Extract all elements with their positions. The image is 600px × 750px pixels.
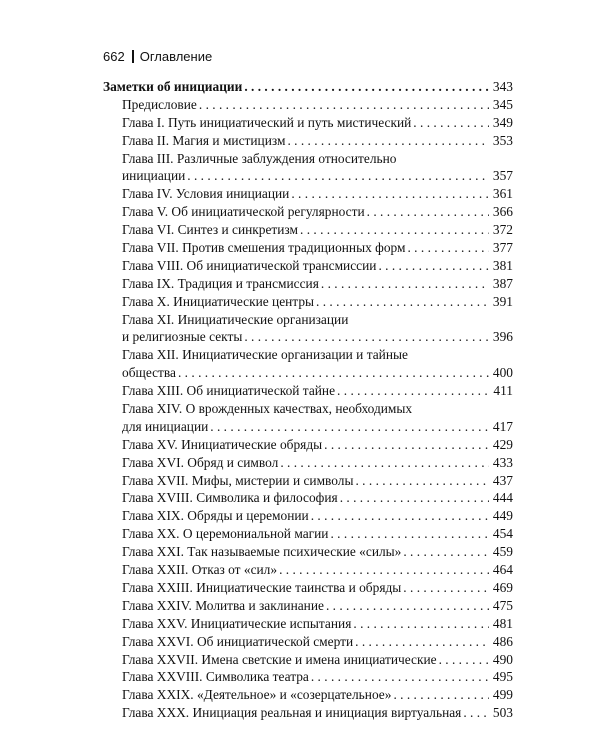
page-number: 662 — [103, 49, 125, 64]
toc-entry-title: инициации — [122, 168, 186, 184]
toc-entry-title: Глава III. Различные заблуждения относительно — [122, 150, 397, 166]
toc-entry-page: 417 — [492, 418, 513, 434]
dot-leader — [355, 633, 489, 651]
toc-entry-page: 377 — [492, 240, 513, 256]
dot-leader — [311, 668, 489, 686]
dot-leader — [316, 293, 489, 311]
toc-entry — [103, 633, 513, 651]
toc-entry — [103, 257, 513, 275]
toc-entry-page: 411 — [493, 383, 513, 399]
toc-entry-title: Глава XXIX. «Деятельное» и «созерцательное» — [122, 687, 392, 703]
dot-leader — [367, 203, 489, 221]
dot-leader — [393, 686, 489, 704]
dot-leader — [291, 185, 489, 203]
dot-leader — [321, 275, 489, 293]
toc-entry — [103, 114, 513, 132]
toc-entry-page: 454 — [492, 526, 513, 542]
toc-entry-page: 481 — [492, 615, 513, 631]
toc-entry-title: общества — [122, 365, 176, 381]
toc-entry-page: 349 — [492, 114, 513, 130]
toc-entry — [103, 150, 513, 168]
toc-entry-page: 444 — [492, 490, 513, 506]
toc-entry — [103, 704, 513, 722]
dot-leader — [403, 543, 489, 561]
toc-entry-title: Глава XIII. Об инициатической тайне — [122, 383, 336, 399]
dot-leader — [279, 561, 489, 579]
toc-entry-title: Глава II. Магия и мистицизм — [122, 132, 286, 148]
header-divider — [132, 50, 134, 63]
toc-entry-title: для инициации — [122, 418, 209, 434]
dot-leader — [353, 615, 489, 633]
toc-entry-title: Глава XIV. О врожденных качествах, необходимых — [122, 401, 413, 417]
toc-entry-title: Глава XXV. Инициатические испытания — [122, 615, 352, 631]
toc-entry — [103, 597, 513, 615]
toc-entry-page: 366 — [492, 204, 513, 220]
toc-entry-title: Глава XXX. Инициация реальная и инициация виртуальная — [122, 705, 462, 721]
toc-entry-page: 361 — [492, 186, 513, 202]
toc-entry — [103, 328, 513, 346]
dot-leader — [355, 472, 489, 490]
toc-entry — [103, 418, 513, 436]
toc-entry — [103, 275, 513, 293]
toc-entry-page: 475 — [492, 597, 513, 613]
dot-leader — [413, 114, 489, 132]
toc-entry-page: 486 — [492, 633, 513, 649]
toc-entry-title: Глава XXVIII. Символика театра — [122, 669, 309, 685]
dot-leader — [244, 78, 489, 96]
dot-leader — [407, 239, 489, 257]
toc-entry-page: 387 — [492, 275, 513, 291]
toc-entry-title: Заметки об инициации — [103, 79, 243, 94]
toc-entry-title: Глава XXII. Отказ от «сил» — [122, 562, 278, 578]
toc-entry-title: Глава I. Путь инициатический и путь мистический — [122, 114, 412, 130]
toc-entry-page: 499 — [492, 687, 513, 703]
dot-leader — [199, 96, 489, 114]
toc-entry — [103, 615, 513, 633]
dot-leader — [378, 257, 489, 275]
dot-leader — [300, 221, 489, 239]
toc-entry-title: Глава X. Инициатические центры — [122, 293, 315, 309]
toc-entry-page: 343 — [492, 79, 513, 94]
toc-entry-page: 490 — [492, 651, 513, 667]
toc-entry-page: 400 — [492, 365, 513, 381]
toc-entry-page: 449 — [492, 508, 513, 524]
toc-entry-title: Глава IV. Условия инициации — [122, 186, 290, 202]
toc-entry — [103, 543, 513, 561]
toc-entry-title: Глава XXIV. Молитва и заклинание — [122, 597, 324, 613]
dot-leader — [287, 132, 489, 150]
toc-entry-title: Глава IX. Традиция и трансмиссия — [122, 275, 319, 291]
toc-entry — [103, 221, 513, 239]
dot-leader — [210, 418, 489, 436]
toc-entry — [103, 668, 513, 686]
dot-leader — [337, 382, 489, 400]
dot-leader — [244, 328, 489, 346]
toc-entry-title: Глава XX. О церемониальной магии — [122, 526, 329, 542]
toc-entry-title: Глава VII. Против смешения традиционных форм — [122, 240, 406, 256]
toc-entry — [103, 400, 513, 418]
toc-entry-page: 464 — [492, 562, 513, 578]
toc-entry-title: Глава XXVII. Имена светские и имена инициатические — [122, 651, 437, 667]
running-header — [103, 49, 212, 64]
dot-leader — [403, 579, 489, 597]
toc-entry-title: Глава VI. Синтез и синкретизм — [122, 222, 299, 238]
toc-entry-page: 372 — [492, 222, 513, 238]
toc-entry — [103, 239, 513, 257]
toc-entry-page: 503 — [492, 705, 513, 721]
toc-entry — [103, 454, 513, 472]
toc-entry-title: и религиозные секты — [122, 329, 243, 345]
toc-entry-page: 345 — [492, 96, 513, 112]
dot-leader — [439, 651, 489, 669]
toc-entry-title: Глава XVI. Обряд и символ — [122, 454, 279, 470]
toc-entry — [103, 364, 513, 382]
toc-entry-page: 459 — [492, 544, 513, 560]
dot-leader — [187, 167, 489, 185]
toc-entry — [103, 489, 513, 507]
dot-leader — [311, 507, 489, 525]
toc-entry — [103, 651, 513, 669]
toc-entry-title: Глава V. Об инициатической регулярности — [122, 204, 365, 220]
toc-entry-title: Глава XIX. Обряды и церемонии — [122, 508, 309, 524]
toc-entry — [103, 311, 513, 329]
dot-leader — [326, 597, 489, 615]
toc-entry-page: 429 — [492, 436, 513, 452]
toc-entry — [103, 507, 513, 525]
toc-entry-title: Глава XXIII. Инициатические таинства и обряды — [122, 579, 402, 595]
toc-entry — [103, 167, 513, 185]
toc-entry-page: 353 — [492, 132, 513, 148]
toc-entry — [103, 525, 513, 543]
toc-entry — [103, 561, 513, 579]
toc-entry-title: Глава XI. Инициатические организации — [122, 311, 349, 327]
running-title: Оглавление — [139, 49, 213, 64]
toc-entry — [103, 78, 513, 96]
dot-leader — [340, 489, 489, 507]
toc-entry-page: 381 — [492, 257, 513, 273]
toc-entry-title: Глава XII. Инициатические организации и тайные — [122, 347, 408, 363]
toc-entry-title: Предисловие — [122, 96, 197, 112]
toc-entry — [103, 579, 513, 597]
toc-entry — [103, 96, 513, 114]
toc-entry — [103, 472, 513, 490]
toc-entry-page: 433 — [492, 454, 513, 470]
toc-entry — [103, 686, 513, 704]
toc-entry — [103, 436, 513, 454]
toc-entry-page: 396 — [492, 329, 513, 345]
dot-leader — [280, 454, 489, 472]
toc-entry — [103, 382, 513, 400]
toc-entry-title: Глава XXI. Так называемые психические «силы» — [122, 544, 402, 560]
toc-entry — [103, 185, 513, 203]
toc-entry-title: Глава VIII. Об инициатической трансмиссии — [122, 257, 377, 273]
toc-entry-page: 357 — [492, 168, 513, 184]
dot-leader — [178, 364, 489, 382]
toc-entry-page: 391 — [492, 293, 513, 309]
toc-entry-title: Глава XV. Инициатические обряды — [122, 436, 323, 452]
table-of-contents — [103, 78, 513, 722]
toc-entry-title: Глава XVIII. Символика и философия — [122, 490, 338, 506]
dot-leader — [330, 525, 489, 543]
toc-entry — [103, 132, 513, 150]
dot-leader — [324, 436, 489, 454]
toc-entry — [103, 346, 513, 364]
toc-entry-page: 495 — [492, 669, 513, 685]
toc-entry — [103, 293, 513, 311]
toc-entry-page: 437 — [492, 472, 513, 488]
toc-entry-title: Глава XXVI. Об инициатической смерти — [122, 633, 354, 649]
toc-entry-title: Глава XVII. Мифы, мистерии и символы — [122, 472, 354, 488]
dot-leader — [463, 704, 489, 722]
toc-entry-page: 469 — [492, 579, 513, 595]
toc-entry — [103, 203, 513, 221]
